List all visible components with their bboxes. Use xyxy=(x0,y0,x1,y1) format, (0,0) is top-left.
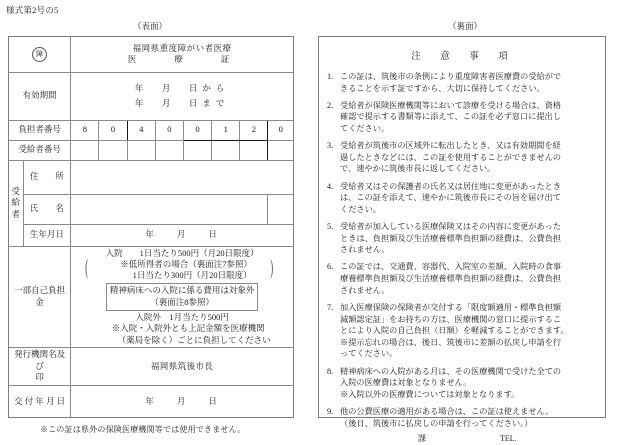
recipient-digit-1[interactable] xyxy=(71,140,99,160)
certificate-title xyxy=(71,37,293,72)
note-line: この証では、交通費、容器代、入院室の差額、入院時の食事 xyxy=(340,262,562,272)
form-number: 様式第2号の5 xyxy=(6,5,59,15)
issue-date-label: 交 付 年 月 日 xyxy=(9,385,71,417)
medical-certificate-back xyxy=(318,36,606,444)
note-line: 確認で提示する書類等に添えて、この証を必ず窓口に提出し xyxy=(340,112,561,122)
validity-label: 有効期間 xyxy=(9,72,71,120)
copay-outpatient-line: 入院外 1月当たり500円 xyxy=(135,311,229,322)
note-line: 精神病床への入院がある月は、その医療機関で受けた全ての xyxy=(340,366,562,376)
note-line: ※入院以外の医療費については対象となります。 xyxy=(340,389,520,399)
medical-certificate-front xyxy=(8,36,294,418)
recipient-digit-3[interactable] xyxy=(127,140,155,160)
payer-digit-1[interactable]: 8 xyxy=(71,120,99,140)
note-line: は、この証を添えて、速やかに筑後市長にその旨を届け出て xyxy=(340,193,561,203)
list-item xyxy=(327,302,596,360)
copay-psychiatric-line1: 精神病床への入院に係る費用は対象外 xyxy=(109,284,255,295)
copay-note-line2: （薬局を除く）ごとに負担してください xyxy=(117,334,271,345)
note-line: 減額認定証」をお持ちの方は、医療機関の窓口に提示するこ xyxy=(340,314,562,324)
name-seal-cell[interactable] xyxy=(268,194,293,224)
contact-department: 課 xyxy=(418,434,426,444)
payer-digit-3[interactable]: 4 xyxy=(127,120,155,140)
validity-to-value[interactable]: 年 月 日まで xyxy=(134,97,230,108)
recipient-digit-8[interactable] xyxy=(268,140,293,160)
copay-lowincome-line2: 1日当たり300円（月20日限度） xyxy=(132,270,252,281)
copay-lowincome-group xyxy=(81,259,291,282)
recipient-group-label xyxy=(9,160,23,246)
issuer-label-line2: 印 xyxy=(35,372,44,383)
issuer-value: 福岡県筑後市長 xyxy=(71,348,293,385)
copay-row xyxy=(9,246,293,348)
front-table xyxy=(9,37,293,417)
note-index: 7. xyxy=(327,302,334,312)
note-line: （後日、筑後市に払戻しの申請を行ってください。） xyxy=(340,418,533,428)
certificate-title-line1: 福岡県重度障がい者医療 xyxy=(132,42,232,53)
contact-line xyxy=(340,431,596,444)
payer-digit-7[interactable]: 2 xyxy=(240,120,268,140)
payer-number-label: 負担者番号 xyxy=(9,120,71,140)
name-value[interactable] xyxy=(71,194,268,224)
front-side-caption: （表面） xyxy=(132,21,167,31)
note-index: 6. xyxy=(327,262,334,272)
note-line: ※提示忘れの場合は、後日、筑後市に差額の払戻し申請を行 xyxy=(340,337,562,347)
address-value[interactable] xyxy=(71,160,293,194)
badge-cell xyxy=(9,37,71,72)
name-label: 氏 名 xyxy=(23,194,71,224)
note-line: ときは、負担額及び生活療養標準負担額の経費は、公費負担 xyxy=(340,233,562,243)
payer-digit-2[interactable]: 0 xyxy=(99,120,127,140)
note-index: 8. xyxy=(327,366,334,376)
list-item xyxy=(327,140,596,175)
note-line: 過したときなどには、この証を使用することができませんの xyxy=(340,152,562,162)
note-line: 受給者又はその保護者の氏名又は居住地に変更があったとき xyxy=(340,181,561,191)
list-item xyxy=(327,366,596,401)
note-line: されません。 xyxy=(340,245,390,255)
recipient-digit-7[interactable] xyxy=(240,140,268,160)
notes-list xyxy=(319,71,605,445)
copay-psychiatric-box xyxy=(106,283,259,311)
title-row xyxy=(9,37,293,72)
note-line: この証は、筑後市の条例により重度障害者医療費の受給がで xyxy=(340,72,562,81)
address-row xyxy=(9,160,293,194)
note-line: きることを示す証ですから、大切に保持してください。 xyxy=(340,83,545,93)
note-line: ってください。 xyxy=(340,349,398,359)
list-item xyxy=(327,100,596,135)
note-line: てください。 xyxy=(340,124,390,134)
back-side-caption: （裏面） xyxy=(447,21,482,31)
notes-title: 注 意 事 項 xyxy=(411,52,513,62)
recipient-group-char-3: 者 xyxy=(11,208,21,219)
copay-label: 一部自己負担金 xyxy=(9,246,71,348)
validity-values xyxy=(71,72,293,120)
recipient-number-row xyxy=(9,140,293,160)
birthdate-row xyxy=(9,224,293,246)
certificate-title-line2: 医 療 証 xyxy=(127,54,237,65)
issue-date-row xyxy=(9,385,293,417)
address-label: 住 所 xyxy=(23,160,71,194)
note-line: 受給者が筑後市の区域外に転出したとき、又は有効期間を経 xyxy=(340,141,561,151)
note-line: 加入医療保険の保険者が交付する「限度額適用・標準負担額 xyxy=(340,302,562,312)
payer-digit-5[interactable]: 0 xyxy=(183,120,211,140)
note-line: ください。 xyxy=(340,204,381,214)
list-item xyxy=(327,181,596,216)
note-line: 他の公費医療の適用がある場合は、この証は使えません。 xyxy=(340,407,554,417)
birthdate-label: 生年月日 xyxy=(23,224,71,246)
recipient-digit-4[interactable] xyxy=(155,140,183,160)
note-index: 3. xyxy=(327,141,334,151)
note-line: 入院の医療費は対象となりません。 xyxy=(340,378,472,388)
note-line: で、速やかに筑後市長に返してください。 xyxy=(340,164,496,174)
note-index: 5. xyxy=(327,222,334,232)
list-item xyxy=(327,221,596,256)
name-row xyxy=(9,194,293,224)
issuer-label xyxy=(9,348,71,385)
note-line: 受給者が保険医療機関等において診療を受ける場合は、資格 xyxy=(340,100,562,110)
issuer-label-line1: 発行機関名及び xyxy=(14,349,66,371)
recipient-digit-2[interactable] xyxy=(99,140,127,160)
recipient-digit-6[interactable] xyxy=(212,140,240,160)
copay-inpatient-line: 入院 1日当たり500円（月20日限度） xyxy=(105,247,259,258)
contact-tel: TEL. xyxy=(500,434,517,444)
note-index: 1. xyxy=(327,72,334,81)
payer-digit-6[interactable]: 1 xyxy=(212,120,240,140)
birthdate-value[interactable]: 年 月 日 xyxy=(71,224,293,246)
note-line: とにより入院の自己負担（日額）を軽減することができます。 xyxy=(340,326,569,336)
note-line: されません。 xyxy=(340,285,390,295)
copay-lowincome-line1: ( ※低所得者の場合（裏面注7参照） xyxy=(120,258,253,269)
recipient-digit-5[interactable] xyxy=(183,140,211,160)
list-item xyxy=(327,71,596,94)
recipient-group-char-2: 給 xyxy=(11,197,21,208)
front-footnote: ※この証は県外の保険医療機関等では使用できません。 xyxy=(40,425,246,434)
copay-note-line1: ※入院・入院外とも上記金額を医療機関 xyxy=(111,323,265,334)
payer-number-row xyxy=(9,120,293,140)
note-index: 9. xyxy=(327,407,334,417)
recipient-number-label: 受給者番号 xyxy=(9,140,71,160)
recipient-group-char-1: 受 xyxy=(11,185,21,196)
note-index: 4. xyxy=(327,181,334,191)
copay-psychiatric-line2: （裏面注8参照） xyxy=(150,296,215,307)
note-line: 療養標準負担額及び生活療養標準負担額の経費は、公費負担 xyxy=(340,274,562,284)
list-item xyxy=(327,261,596,296)
payer-digit-4[interactable]: 0 xyxy=(155,120,183,140)
note-line: 受給者が加入している医療保険又はその内容に変更があった xyxy=(340,222,561,232)
issue-date-value[interactable]: 年 月 日 xyxy=(71,385,293,417)
issuer-row xyxy=(9,348,293,385)
copay-details xyxy=(71,246,293,348)
validity-from-value[interactable]: 年 月 日から xyxy=(134,83,230,94)
note-index: 2. xyxy=(327,100,334,110)
payer-digit-8[interactable]: 0 xyxy=(268,120,293,140)
validity-row xyxy=(9,72,293,120)
disability-badge-icon: 障 xyxy=(32,47,47,62)
